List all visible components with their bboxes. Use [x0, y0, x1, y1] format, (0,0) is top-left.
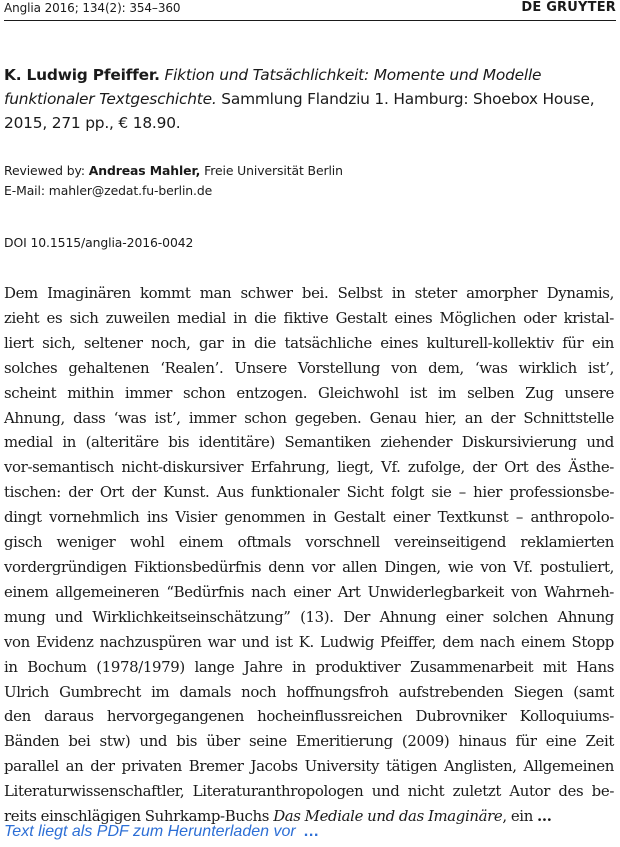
- truncation-ellipsis: …: [536, 807, 553, 826]
- email-label: E-Mail:: [4, 183, 45, 198]
- body-line: parallel an der privaten Bremer Jacobs University tätigen Anglisten, Allgemeinen: [4, 757, 614, 776]
- book-author: K. Ludwig Pfeiffer.: [4, 66, 160, 84]
- journal-citation: Anglia 2016; 134(2): 354–360: [4, 1, 181, 15]
- body-line: Ulrich Gumbrecht im damals noch hoffnungsfroh aufstrebenden Siegen (samt: [4, 682, 614, 701]
- book-series-publisher: Sammlung Flandziu 1. Hamburg: Shoebox House,: [221, 90, 595, 108]
- body-paragraph: [4, 281, 614, 829]
- body-line: mung und Wirklichkeitseinschätzung” (13). Der Ahnung einer solchen Ahnung: [4, 607, 614, 626]
- reviewer-info: [4, 161, 612, 201]
- reviewer-label: Reviewed by:: [4, 163, 85, 178]
- last-line-prefix: reits einschlägigen Suhrkamp-Buchs: [4, 807, 270, 826]
- body-line: Literaturwissenschaftler, Literaturanthropologen und nicht zuletzt Autor des be-: [4, 782, 614, 801]
- body-line: scheint mithin immer schon entzogen. Gleichwohl ist im selben Zug unsere: [4, 383, 614, 402]
- body-line: liert sich, seltener noch, gar in die tatsächliche eines kulturell-kollektiv für ein: [4, 333, 614, 352]
- publisher-name: DE GRUYTER: [521, 0, 616, 15]
- body-line: vordergründigen Fiktionsbedürfnis denn vor allen Dingen, wie von Vf. postuliert,: [4, 557, 614, 576]
- body-line: Bänden bei stw) und bis über seine Emeritierung (2009) hinaus für eine Zeit: [4, 732, 614, 751]
- body-line: vor-semantisch nicht-diskursiver Erfahrung, liegt, Vf. zufolge, der Ort des Ästhe-: [4, 458, 614, 477]
- body-line: tischen: der Ort der Kunst. Aus funktionaler Sicht folgt sie – hier professionsbe-: [4, 483, 614, 502]
- review-body: [4, 281, 614, 829]
- body-line: Dem Imaginären kommt man schwer bei. Selbst in steter amorpher Dynamis,: [4, 284, 614, 302]
- reviewer-affiliation: Freie Universität Berlin: [204, 163, 343, 178]
- book-citation: [4, 63, 612, 135]
- body-line: medial in (alteritäre bis identitäre) Semantiken ziehender Diskursivierung und: [4, 433, 614, 452]
- body-line: in Bochum (1978/1979) lange Jahre in produktiver Zusammenarbeit mit Hans: [4, 657, 614, 676]
- body-line: solches gehaltenen ‘Realen’. Unsere Vorstellung von dem, ‘was wirklich ist’,: [4, 358, 614, 377]
- download-link-label: Text liegt als PDF zum Herunterladen vor: [4, 823, 296, 840]
- body-line: Ahnung, dass ‘was ist’, immer schon gegeben. Genau hier, an der Schnittstelle: [4, 408, 614, 427]
- download-pdf-link[interactable]: [4, 823, 320, 841]
- doi: DOI 10.1515/anglia-2016-0042: [4, 235, 194, 250]
- citation-line-3: 2015, 271 pp., € 18.90.: [4, 114, 181, 132]
- reviewer-line: [4, 161, 612, 181]
- book-title-part-2: funktionaler Textgeschichte.: [4, 90, 217, 108]
- page-header: [4, 0, 616, 21]
- email-line: [4, 181, 612, 201]
- body-line: den daraus hervorgegangenen hocheinflussreichen Dubrovniker Kolloquiums-: [4, 707, 614, 726]
- reviewer-email: mahler@zedat.fu-berlin.de: [48, 183, 213, 198]
- download-link-ellipsis: …: [303, 823, 321, 840]
- body-line: dingt vornehmlich ins Visier genommen in Gestalt einer Textkunst – anthropolo-: [4, 508, 614, 527]
- citation-line-2: [4, 87, 612, 111]
- cited-book-title: Das Mediale und das Imaginäre: [273, 807, 503, 826]
- reviewer-name: Andreas Mahler,: [88, 163, 201, 178]
- book-title-part-1: Fiktion und Tatsächlichkeit: Momente und Modelle: [164, 66, 542, 84]
- body-line: zieht es sich zuweilen medial in die fiktive Gestalt eines Möglichen oder kristal-: [4, 308, 614, 327]
- body-line: gisch weniger wohl einem oftmals vorschnell vereinseitigend reklamierten: [4, 533, 614, 552]
- last-line-suffix: , ein: [502, 807, 533, 826]
- body-line: von Evidenz nachzuspüren war und ist K. Ludwig Pfeiffer, dem nach einem Stopp: [4, 632, 614, 651]
- body-line: einem allgemeineren “Bedürfnis nach einer Art Unwiderlegbarkeit von Wahrneh-: [4, 582, 614, 601]
- citation-line-1: [4, 63, 612, 87]
